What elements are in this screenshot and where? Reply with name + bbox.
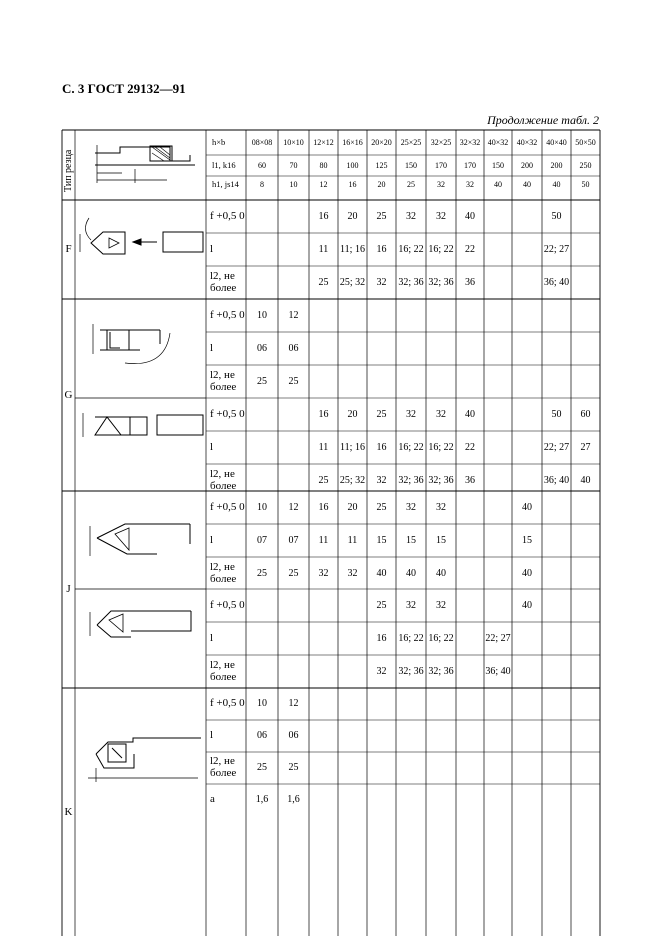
table-value: 32; 36 bbox=[398, 665, 424, 677]
table-value bbox=[484, 491, 512, 524]
table-value: 10 bbox=[257, 698, 267, 709]
table-value bbox=[571, 524, 600, 557]
table-value: 25 bbox=[288, 375, 299, 387]
table-value bbox=[278, 398, 309, 431]
table-value: 16; 22 bbox=[398, 243, 424, 255]
table-value: 40 bbox=[406, 567, 416, 579]
param-label: a bbox=[210, 793, 215, 806]
head-cell: 40 bbox=[552, 179, 561, 189]
table-value bbox=[512, 299, 542, 332]
head-cell: 25 bbox=[407, 179, 415, 189]
table-value bbox=[426, 720, 456, 752]
table-value bbox=[367, 720, 396, 752]
table-value bbox=[542, 784, 571, 816]
table-value bbox=[278, 655, 309, 688]
table-value: 20 bbox=[347, 210, 358, 222]
table-value bbox=[512, 622, 542, 655]
head-cell: 32×25 bbox=[430, 137, 452, 147]
table-value: 16 bbox=[318, 501, 329, 513]
param-label: l bbox=[210, 341, 214, 354]
table-value: 15 bbox=[436, 534, 446, 546]
table-value bbox=[338, 299, 367, 332]
head-cell: 16 bbox=[348, 179, 357, 189]
table-value: 25 bbox=[288, 762, 299, 773]
table-value bbox=[338, 332, 367, 365]
table-value: 40 bbox=[376, 567, 387, 579]
table-value bbox=[456, 752, 484, 784]
table-value: 11 bbox=[318, 441, 329, 453]
table-value bbox=[571, 299, 600, 332]
table-value: 32 bbox=[376, 276, 387, 288]
table-value: 32 bbox=[406, 408, 416, 420]
table-value bbox=[542, 491, 571, 524]
table-value: 20 bbox=[347, 501, 358, 513]
table-value bbox=[456, 720, 484, 752]
table-value bbox=[278, 266, 309, 299]
table-value bbox=[512, 365, 542, 398]
table-value: 32 bbox=[406, 210, 416, 222]
table-value: 12 bbox=[288, 309, 299, 321]
table-value: 25 bbox=[376, 501, 387, 513]
head-cell: 32 bbox=[437, 179, 445, 189]
table-value bbox=[309, 589, 338, 622]
head-cell: 20 bbox=[377, 179, 386, 189]
table-value: 32; 36 bbox=[398, 276, 424, 288]
table-value: 50 bbox=[551, 210, 562, 222]
table-value: 06 bbox=[257, 730, 267, 741]
table-value: 25 bbox=[318, 474, 329, 486]
table-value bbox=[309, 720, 338, 752]
table-value bbox=[571, 622, 600, 655]
table-value bbox=[456, 655, 484, 688]
table-value: 15 bbox=[406, 534, 416, 546]
table-value: 25 bbox=[376, 599, 387, 611]
table-value bbox=[338, 784, 367, 816]
table-value bbox=[484, 200, 512, 233]
cutter-g1-sketch bbox=[85, 308, 205, 373]
head-cell: 50 bbox=[581, 179, 590, 189]
table-value bbox=[246, 589, 278, 622]
head-cell: 08×08 bbox=[251, 137, 273, 147]
table-value bbox=[456, 365, 484, 398]
table-value bbox=[338, 365, 367, 398]
table-value bbox=[278, 589, 309, 622]
table-value bbox=[367, 752, 396, 784]
table-value bbox=[542, 365, 571, 398]
table-value bbox=[484, 524, 512, 557]
param-label: l bbox=[210, 533, 214, 546]
table-value bbox=[512, 431, 542, 464]
table-value bbox=[309, 688, 338, 720]
table-value bbox=[456, 622, 484, 655]
table-value bbox=[309, 365, 338, 398]
table-value bbox=[484, 332, 512, 365]
head-cell: 20×20 bbox=[371, 137, 392, 147]
head-cell: 10 bbox=[289, 179, 298, 189]
header-cutter-sketch bbox=[75, 133, 205, 195]
table-value: 16; 22 bbox=[398, 441, 424, 453]
table-value: 11; 16 bbox=[340, 441, 365, 453]
head-cell: 40×40 bbox=[546, 137, 567, 147]
table-value bbox=[571, 200, 600, 233]
table-value bbox=[484, 431, 512, 464]
type-label: F bbox=[65, 243, 72, 255]
table-value: 16 bbox=[376, 632, 387, 644]
table-value bbox=[571, 589, 600, 622]
head-cell: 32 bbox=[466, 179, 474, 189]
table-value bbox=[426, 365, 456, 398]
table-value bbox=[571, 365, 600, 398]
head-cell: 80 bbox=[319, 160, 328, 170]
type-label: G bbox=[64, 388, 73, 401]
table-value bbox=[571, 720, 600, 752]
table-value bbox=[542, 557, 571, 590]
table-value: 36 bbox=[465, 474, 475, 486]
table-value bbox=[512, 784, 542, 816]
table-value bbox=[512, 398, 542, 431]
table-value bbox=[542, 524, 571, 557]
param-label: l2, не более bbox=[210, 658, 237, 683]
table-continuation-caption: Продолжение табл. 2 bbox=[487, 113, 599, 127]
table-value: 36; 40 bbox=[485, 665, 511, 677]
table-value bbox=[309, 622, 338, 655]
head-cell: 150 bbox=[405, 160, 417, 170]
table-value bbox=[338, 589, 367, 622]
table-value bbox=[484, 233, 512, 266]
table-value bbox=[367, 688, 396, 720]
table-value bbox=[512, 266, 542, 299]
table-value: 32 bbox=[406, 501, 416, 513]
head-cell: 40 bbox=[494, 179, 502, 189]
table-value: 25 bbox=[257, 567, 267, 579]
table-value: 32 bbox=[318, 567, 329, 579]
table-value bbox=[309, 299, 338, 332]
cutter-k-sketch bbox=[78, 718, 206, 788]
table-value bbox=[484, 720, 512, 752]
param-label: f +0,5 0 bbox=[210, 598, 245, 611]
table-value bbox=[426, 299, 456, 332]
table-value: 40 bbox=[436, 567, 446, 579]
table-value: 16; 22 bbox=[398, 632, 424, 644]
table-value bbox=[571, 688, 600, 720]
table-value bbox=[426, 752, 456, 784]
table-value bbox=[484, 752, 512, 784]
table-value: 40 bbox=[465, 210, 475, 222]
param-label: f +0,5 0 bbox=[210, 407, 245, 420]
head-cell: 40×32 bbox=[487, 137, 509, 147]
table-value bbox=[484, 299, 512, 332]
table-value bbox=[278, 233, 309, 266]
head-cell: 150 bbox=[492, 160, 504, 170]
table-value bbox=[542, 299, 571, 332]
head-cell: 170 bbox=[464, 160, 476, 170]
table-value bbox=[484, 266, 512, 299]
table-value: 25; 32 bbox=[339, 276, 366, 288]
table-value: 16 bbox=[318, 408, 329, 420]
table-value: 06 bbox=[288, 730, 299, 741]
table-value bbox=[571, 655, 600, 688]
table-value: 60 bbox=[580, 408, 591, 420]
type-label: K bbox=[64, 805, 73, 818]
table-value: 1,6 bbox=[287, 794, 300, 805]
table-value bbox=[571, 557, 600, 590]
table-value: 36; 40 bbox=[543, 276, 570, 288]
table-value bbox=[456, 524, 484, 557]
table-value: 32 bbox=[347, 567, 358, 579]
param-label: f +0,5 0 bbox=[210, 500, 245, 513]
table-value: 25; 32 bbox=[339, 474, 366, 486]
table-value bbox=[246, 655, 278, 688]
table-value bbox=[338, 688, 367, 720]
table-value bbox=[426, 332, 456, 365]
type-label: J bbox=[66, 583, 71, 595]
cutter-f-sketch bbox=[75, 212, 205, 272]
table-value: 32 bbox=[436, 501, 446, 513]
table-value: 32; 36 bbox=[428, 474, 454, 486]
head-cell: 32×32 bbox=[459, 137, 481, 147]
table-value: 32 bbox=[436, 210, 446, 222]
table-value bbox=[571, 752, 600, 784]
table-value: 25 bbox=[288, 567, 299, 579]
table-value: 40 bbox=[522, 599, 532, 611]
table-value: 32 bbox=[436, 599, 446, 611]
table-value bbox=[396, 720, 426, 752]
page-title: С. 3 ГОСТ 29132—91 bbox=[62, 81, 186, 96]
table-value: 32; 36 bbox=[428, 665, 454, 677]
table-value bbox=[396, 688, 426, 720]
param-label: f +0,5 0 bbox=[210, 308, 245, 321]
table-value bbox=[456, 784, 484, 816]
table-value: 32 bbox=[406, 599, 416, 611]
table-value: 15 bbox=[522, 534, 532, 546]
param-label: l bbox=[210, 729, 214, 742]
table-value bbox=[484, 688, 512, 720]
table-value: 25 bbox=[376, 408, 387, 420]
table-value: 06 bbox=[257, 342, 267, 354]
param-label: l bbox=[210, 440, 214, 453]
table-value: 25 bbox=[376, 210, 387, 222]
table-value bbox=[484, 784, 512, 816]
table-value bbox=[484, 557, 512, 590]
table-value: 15 bbox=[376, 534, 387, 546]
table-value bbox=[246, 200, 278, 233]
param-label: l bbox=[210, 242, 214, 255]
head-cell: 60 bbox=[258, 160, 266, 170]
head-cell: 200 bbox=[521, 160, 533, 170]
table-value bbox=[571, 784, 600, 816]
table-value: 32 bbox=[376, 665, 387, 677]
table-value bbox=[309, 655, 338, 688]
table-value: 32 bbox=[376, 474, 387, 486]
table-value: 22; 27 bbox=[485, 632, 511, 644]
table-value: 22 bbox=[465, 243, 475, 255]
table-value bbox=[484, 589, 512, 622]
cutter-g2-sketch bbox=[75, 405, 205, 455]
table-value: 40 bbox=[465, 408, 475, 420]
head-row-label: h×b bbox=[212, 137, 226, 148]
head-cell: 250 bbox=[579, 160, 592, 170]
table-value bbox=[367, 299, 396, 332]
table-value bbox=[512, 752, 542, 784]
table-value: 27 bbox=[580, 441, 591, 453]
table-value: 16; 22 bbox=[428, 243, 454, 255]
table-value bbox=[542, 655, 571, 688]
head-cell: 125 bbox=[375, 160, 388, 170]
table-value bbox=[484, 398, 512, 431]
table-value: 22; 27 bbox=[543, 441, 570, 453]
table-value bbox=[456, 688, 484, 720]
table-value bbox=[512, 332, 542, 365]
table-value bbox=[246, 233, 278, 266]
table-value bbox=[542, 720, 571, 752]
table-value: 22 bbox=[465, 441, 475, 453]
table-value bbox=[396, 784, 426, 816]
table-value: 11 bbox=[318, 534, 329, 546]
table-value bbox=[426, 784, 456, 816]
table-value bbox=[571, 332, 600, 365]
head-cell: 40×32 bbox=[516, 137, 538, 147]
table-value bbox=[396, 752, 426, 784]
head-cell: 50×50 bbox=[575, 137, 596, 147]
param-label: l2, не более bbox=[210, 269, 237, 294]
table-value: 12 bbox=[288, 501, 299, 513]
table-value: 16 bbox=[376, 243, 387, 255]
param-label: l2, не более bbox=[210, 368, 237, 393]
table-value bbox=[512, 200, 542, 233]
table-value: 25 bbox=[257, 375, 267, 387]
table-value bbox=[542, 589, 571, 622]
table-value bbox=[338, 655, 367, 688]
table-value bbox=[571, 266, 600, 299]
param-label: l2, не более bbox=[210, 755, 237, 779]
table-value bbox=[367, 332, 396, 365]
cutter-j1-sketch bbox=[85, 508, 205, 578]
table-value bbox=[309, 332, 338, 365]
table-value bbox=[456, 491, 484, 524]
table-value: 12 bbox=[288, 698, 299, 709]
param-label: l2, не более bbox=[210, 467, 237, 492]
table-value: 11 bbox=[318, 243, 329, 255]
table-value: 16; 22 bbox=[428, 441, 454, 453]
table-value: 11 bbox=[347, 534, 358, 546]
head-cell: 12 bbox=[319, 179, 328, 189]
head-cell: 200 bbox=[550, 160, 563, 170]
table-value bbox=[456, 299, 484, 332]
table-value: 36 bbox=[465, 276, 475, 288]
table-value: 06 bbox=[288, 342, 299, 354]
table-value: 32; 36 bbox=[398, 474, 424, 486]
table-value bbox=[426, 688, 456, 720]
table-value bbox=[396, 365, 426, 398]
table-value bbox=[542, 752, 571, 784]
table-value bbox=[396, 332, 426, 365]
table-value bbox=[542, 622, 571, 655]
head-cell: 25×25 bbox=[400, 137, 422, 147]
table-value: 25 bbox=[257, 762, 267, 773]
table-value bbox=[396, 299, 426, 332]
table-value: 16 bbox=[318, 210, 329, 222]
table-value bbox=[246, 622, 278, 655]
table-value: 07 bbox=[257, 534, 267, 546]
table-value: 16; 22 bbox=[428, 632, 454, 644]
table-value: 32; 36 bbox=[428, 276, 454, 288]
head-row-label: h1, js14 bbox=[212, 179, 239, 190]
table-value bbox=[278, 431, 309, 464]
table-value bbox=[367, 365, 396, 398]
table-value bbox=[309, 752, 338, 784]
table-value: 16 bbox=[376, 441, 387, 453]
table-value bbox=[484, 365, 512, 398]
table-value: 10 bbox=[257, 309, 267, 321]
table-value bbox=[512, 655, 542, 688]
table-value: 50 bbox=[551, 408, 562, 420]
head-cell: 8 bbox=[260, 179, 264, 189]
table-value: 11; 16 bbox=[340, 243, 365, 255]
head-cell: 10×10 bbox=[283, 137, 304, 147]
head-cell: 170 bbox=[435, 160, 447, 170]
table-value bbox=[367, 784, 396, 816]
table-value bbox=[571, 233, 600, 266]
table-value bbox=[278, 200, 309, 233]
table-value bbox=[338, 622, 367, 655]
table-value: 25 bbox=[318, 276, 329, 288]
table-value: 22; 27 bbox=[543, 243, 570, 255]
table-value: 1,6 bbox=[255, 794, 269, 805]
head-row-label: l1, k16 bbox=[212, 160, 236, 171]
table-value bbox=[571, 491, 600, 524]
table-value: 10 bbox=[257, 501, 267, 513]
head-cell: 12×12 bbox=[313, 137, 334, 147]
table-value bbox=[456, 589, 484, 622]
head-cell: 100 bbox=[346, 160, 359, 170]
table-value bbox=[542, 688, 571, 720]
type-column-header: Тип резца bbox=[63, 149, 74, 192]
head-cell: 40 bbox=[523, 179, 531, 189]
table-value bbox=[338, 752, 367, 784]
table-value: 20 bbox=[347, 408, 358, 420]
param-label: f +0,5 0 bbox=[210, 209, 245, 222]
table-value bbox=[512, 233, 542, 266]
table-value bbox=[309, 784, 338, 816]
table-value bbox=[456, 557, 484, 590]
head-cell: 70 bbox=[289, 160, 298, 170]
param-label: f +0,5 0 bbox=[210, 697, 245, 710]
param-label: l2, не более bbox=[210, 560, 237, 585]
table-value bbox=[278, 622, 309, 655]
head-cell: 16×16 bbox=[342, 137, 363, 147]
table-value: 40 bbox=[580, 474, 591, 486]
table-value: 36; 40 bbox=[543, 474, 570, 486]
table-value bbox=[246, 266, 278, 299]
table-value bbox=[338, 720, 367, 752]
cutter-j2-sketch bbox=[85, 600, 205, 660]
table-value: 40 bbox=[522, 567, 532, 579]
table-value: 32 bbox=[436, 408, 446, 420]
table-value bbox=[246, 431, 278, 464]
table-value bbox=[512, 720, 542, 752]
table-value bbox=[542, 332, 571, 365]
table-value bbox=[456, 332, 484, 365]
table-value: 07 bbox=[288, 534, 299, 546]
table-value bbox=[512, 688, 542, 720]
table-value bbox=[246, 398, 278, 431]
param-label: l bbox=[210, 631, 214, 644]
table-value: 40 bbox=[522, 501, 532, 513]
